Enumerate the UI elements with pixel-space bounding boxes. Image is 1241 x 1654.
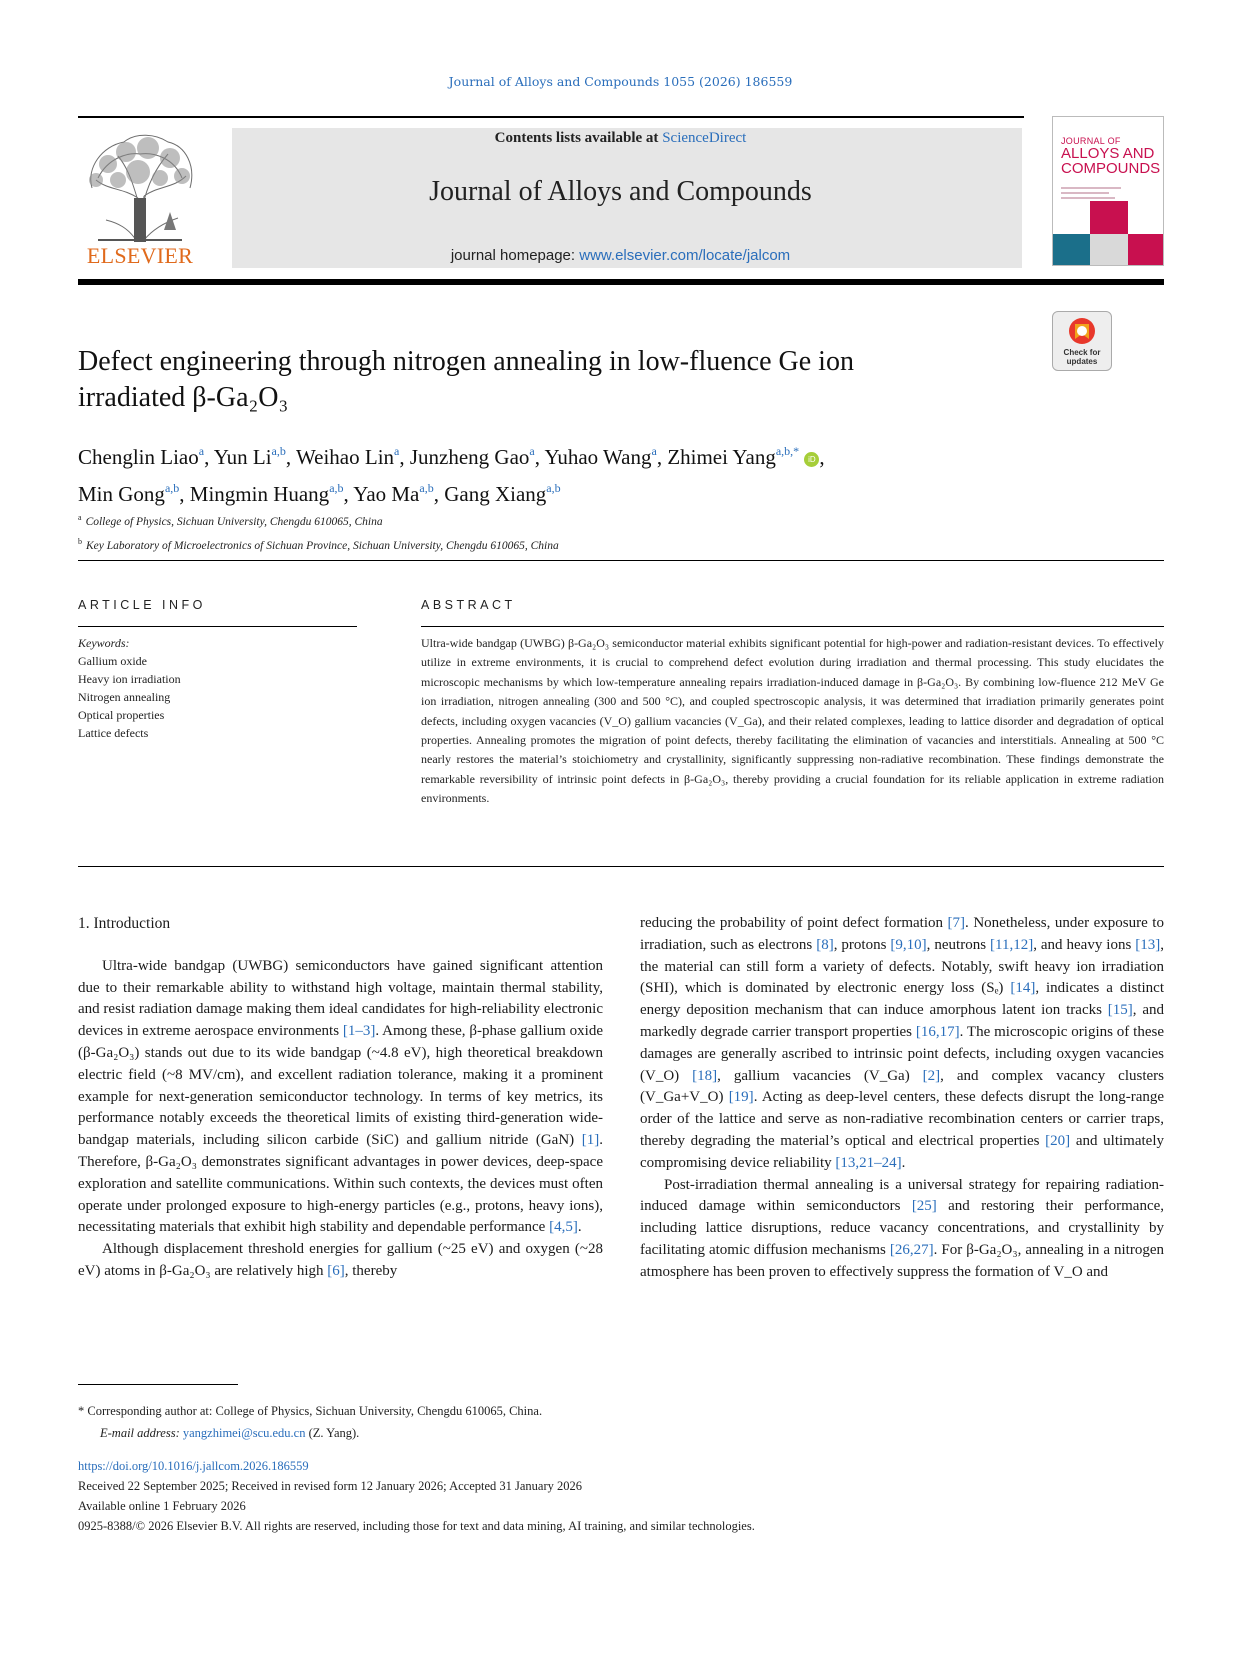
affiliation-a: $^a$ College of Physics, Sichuan University, Chengdu 610065, China bbox=[78, 513, 383, 528]
header-bottom-rule bbox=[78, 279, 1164, 285]
article-title bbox=[78, 344, 1018, 416]
author-line-1: Chenglin Liao$^a$, Yun Li$^{a,b}$, Weihao Lin$^a$, Junzheng Gao$^a$, Yuhao Wang$^a$, Zhimei Yang$^{a,b,*}$ iD , bbox=[78, 444, 825, 469]
citation-ref[interactable]: [16,17] bbox=[915, 1023, 960, 1040]
author-line-2: Min Gong$^{a,b}$, Mingmin Huang$^{a,b}$, Yao Ma$^{a,b}$, Gang Xiang$^{a,b}$ bbox=[78, 481, 561, 506]
homepage-link[interactable]: www.elsevier.com/locate/jalcom bbox=[579, 247, 791, 264]
paragraph: Post-irradiation thermal annealing is a universal strategy for repairing radiation-induced damage within semiconductors [25] and restoring their performance, including lattice disruptions, reduce vacancy concentrations, and crystallinity by facilitating atomic diffusion mechanisms [26,27]. For β-Ga₂O₃, annealing in a nitrogen atmosphere has been proven to effectively suppress the formation of V_O and bbox=[640, 1176, 1165, 1280]
body-column-right bbox=[640, 913, 1164, 1284]
citation-ref[interactable]: [1–3] bbox=[342, 1023, 376, 1040]
footnote-rule bbox=[78, 1384, 238, 1385]
paragraph: reducing the probability of point defect formation [7]. Nonetheless, under exposure to irradiation, such as electrons [8], protons [9,10], neutrons [11,12], and heavy ions [13], the material can still form a variety of defects. Notably, swift heavy ion irradiation (SHI), which is dominated by electronic energy loss (Sₑ) [14], indicates a distinct energy deposition mechanism that can induce amorphous latent ion tracks [15], and markedly degrade carrier transport properties [16,17]. The microscopic origins of these damages are generally ascribed to intrinsic point defects, including oxygen vacancies (V_O) [18], gallium vacancies (V_Ga) [2], and complex vacancy clusters (V_Ga+V_O) [19]. Acting as deep-level centers, these defects disrupt the long-range order of the lattice and serve as non-radiative recombination centers or carrier traps, thereby degrading the material’s optical and electrical properties [20] and ultimately compromising device reliability [13,21–24]. bbox=[640, 915, 1165, 1171]
author-name[interactable]: Yao Ma bbox=[353, 482, 420, 506]
author-affil[interactable]: a bbox=[198, 444, 205, 458]
author-affil[interactable]: a bbox=[529, 444, 535, 458]
abstract-text: Ultra-wide bandgap (UWBG) β-Ga₂O₃ semiconductor material exhibits significant potential for high-power and radiation-resistant devices. To effectively utilize in extreme environments, it is crucial to comprehend defect evolution during irradiation and thermal processing. This study elucidates the microscopic mechanisms by which low-temperature annealing repairs irradiation-induced damage in β-Ga₂O₃. By combining low-fluence 212 MeV Ge ion irradiation, nitrogen annealing (300 and 500 °C), and coupled spectroscopic analysis, it was determined that irradiation primarily generates point defects, including oxygen vacancies (V_O) gallium vacancies (V_Ga), and their related complexes, leading to lattice disorder and degradation of optical properties. Annealing promotes the migration of point defects, thereby facilitating the elimination of vacancies and interstitials. Annealing at 500 °C nearly restores the material’s stoichiometry and crystallinity, significantly suppressing non-radiative recombination. These findings demonstrate the remarkable reversibility of intrinsic point defects in β-Ga₂O₃, thereby providing a crucial foundation for its reliable application in extreme radiation environments. bbox=[421, 636, 1164, 806]
author-name[interactable]: Zhimei Yang bbox=[667, 445, 776, 469]
received-dates: Received 22 September 2025; Received in revised form 12 January 2026; Accepted 31 January 2026 bbox=[78, 1479, 583, 1493]
author-list bbox=[78, 436, 1078, 510]
journal-cover-thumbnail[interactable] bbox=[1052, 116, 1164, 266]
orcid-icon[interactable]: iD bbox=[804, 452, 819, 467]
author-affil[interactable]: a bbox=[651, 444, 657, 458]
citation-ref[interactable]: [11,12] bbox=[990, 936, 1034, 953]
author-affil[interactable]: a,b bbox=[546, 481, 561, 495]
author-affil[interactable]: a bbox=[394, 444, 400, 458]
citation-ref[interactable]: [8] bbox=[816, 936, 834, 953]
publisher-name: ELSEVIER bbox=[86, 243, 194, 268]
author-name[interactable]: Min Gong bbox=[78, 482, 165, 506]
copyright: 0925-8388/© 2026 Elsevier B.V. All rights are reserved, including those for text and data mining, AI training, and similar technologies. bbox=[78, 1519, 755, 1533]
citation-ref[interactable]: [7] bbox=[947, 915, 966, 931]
author-name[interactable]: Mingmin Huang bbox=[189, 482, 330, 506]
paragraph: Although displacement threshold energies for gallium (~25 eV) and oxygen (~28 eV) atoms in β-Ga₂O₃ are relatively high [6], thereby bbox=[78, 1241, 603, 1279]
author-name[interactable]: Chenglin Liao bbox=[78, 445, 199, 469]
title-formula: β-Ga₂O₃ bbox=[192, 382, 289, 413]
author-affil[interactable]: a,b bbox=[271, 444, 286, 458]
citation-ref[interactable]: [19] bbox=[728, 1089, 754, 1106]
author-name[interactable]: Gang Xiang bbox=[444, 482, 547, 506]
cover-title-line1: JOURNAL OF bbox=[1061, 136, 1121, 146]
citation-ref[interactable]: [14] bbox=[1010, 980, 1036, 997]
doi-link[interactable]: https://doi.org/10.1016/j.jallcom.2026.186559 bbox=[78, 1459, 309, 1473]
citation-ref[interactable]: [6] bbox=[327, 1262, 345, 1279]
author-affil[interactable]: a,b,* bbox=[775, 444, 800, 458]
author-affil[interactable]: a,b bbox=[329, 481, 344, 495]
citation-ref[interactable]: [15] bbox=[1107, 1002, 1133, 1019]
email-line: E-mail address: yangzhimei@scu.edu.cn (Z. Yang). bbox=[100, 1426, 360, 1440]
header-top-rule bbox=[78, 116, 1024, 118]
divider bbox=[78, 560, 1164, 561]
cover-title-line3: COMPOUNDS bbox=[1061, 160, 1161, 177]
citation-ref[interactable]: [26,27] bbox=[889, 1241, 934, 1258]
citation-ref[interactable]: [1] bbox=[581, 1132, 600, 1149]
author-name[interactable]: Yuhao Wang bbox=[544, 445, 652, 469]
author-name[interactable]: Weihao Lin bbox=[296, 445, 395, 469]
abstract-heading: ABSTRACT bbox=[421, 598, 516, 612]
keyword: Nitrogen annealing bbox=[78, 690, 171, 704]
section-heading: 1. Introduction bbox=[78, 915, 171, 932]
author-name[interactable]: Yun Li bbox=[213, 445, 272, 469]
journal-citation[interactable]: Journal of Alloys and Compounds 1055 (2026) 186559 bbox=[448, 74, 793, 89]
author-affil[interactable]: a,b bbox=[164, 481, 180, 495]
crossmark-label: Check for updates bbox=[1063, 348, 1101, 366]
citation-ref[interactable]: [4,5] bbox=[549, 1219, 578, 1236]
crossmark-icon bbox=[1053, 314, 1111, 350]
citation-ref[interactable]: [20] bbox=[1045, 1132, 1071, 1149]
citation-ref[interactable]: [25] bbox=[911, 1198, 937, 1215]
divider bbox=[78, 866, 1164, 867]
citation-ref[interactable]: [13,21–24] bbox=[835, 1154, 902, 1171]
citation-ref[interactable]: [9,10] bbox=[890, 936, 927, 953]
keyword: Heavy ion irradiation bbox=[78, 672, 181, 686]
keywords-label: Keywords: bbox=[78, 636, 130, 650]
journal-title: Journal of Alloys and Compounds bbox=[429, 176, 812, 207]
affiliations bbox=[78, 508, 1078, 556]
citation-ref[interactable]: [18] bbox=[692, 1067, 718, 1084]
keyword: Optical properties bbox=[78, 708, 165, 722]
author-affil[interactable]: a,b bbox=[419, 481, 434, 495]
keywords-list bbox=[78, 634, 357, 742]
available-online: Available online 1 February 2026 bbox=[78, 1499, 246, 1513]
title-line-1: Defect engineering through nitrogen annealing in low-fluence Ge ion bbox=[78, 346, 854, 377]
cover-title-line2: ALLOYS AND bbox=[1061, 145, 1155, 162]
citation-ref[interactable]: [13] bbox=[1135, 936, 1161, 953]
keyword: Gallium oxide bbox=[78, 654, 147, 668]
article-info-heading: ARTICLE INFO bbox=[78, 598, 206, 612]
divider bbox=[421, 626, 1164, 627]
paragraph: Ultra-wide bandgap (UWBG) semiconductors have gained significant attention due to their remarkable ability to withstand high voltage, maintain thermal stability, and resist radiation damage making them ideal candidates for high-reliability electronic devices in extreme aerospace environments [1–3]. Among these, β-phase gallium oxide (β-Ga₂O₃) stands out due to its wide bandgap (~4.8 eV), high theoretical breakdown electric field (~8 MV/cm), and excellent radiation tolerance, making it a prominent example for next-generation semiconductor technology. In terms of key metrics, its performance notably exceeds the theoretical limits of existing third-generation wide-bandgap materials, including silicon carbide (SiC) and gallium nitride (GaN) [1]. Therefore, β-Ga₂O₃ demonstrates significant advantages in power devices, deep-space exploration and satellite communications. Within such contexts, the devices must often operate under prolonged exposure to high-energy particles (e.g., protons, heavy ions), necessitating materials that exhibit high stability and dependable performance [4,5]. bbox=[78, 957, 603, 1236]
author-name[interactable]: Junzheng Gao bbox=[409, 445, 530, 469]
keyword: Lattice defects bbox=[78, 726, 149, 740]
email-link[interactable]: yangzhimei@scu.edu.cn bbox=[182, 1426, 306, 1440]
sciencedirect-link[interactable]: ScienceDirect bbox=[662, 130, 747, 146]
crossmark-badge[interactable] bbox=[1052, 311, 1112, 371]
divider bbox=[78, 626, 357, 627]
publication-info bbox=[78, 1456, 1164, 1536]
homepage-line: journal homepage: www.elsevier.com/locate/jalcom bbox=[450, 247, 791, 264]
body-column-left bbox=[78, 913, 603, 1283]
title-line-2: irradiated β-Ga₂O₃ bbox=[78, 382, 289, 413]
affiliation-b: $^b$ Key Laboratory of Microelectronics of Sichuan Province, Sichuan University, Chengdu 610065, China bbox=[78, 536, 559, 552]
citation-ref[interactable]: [2] bbox=[922, 1067, 941, 1084]
corresponding-author: * Corresponding author at: College of Physics, Sichuan University, Chengdu 610065, China. bbox=[78, 1404, 543, 1418]
footnote bbox=[78, 1400, 1078, 1444]
cover-color-blocks bbox=[1053, 201, 1164, 266]
contents-line: Contents lists available at ScienceDirect bbox=[494, 130, 747, 146]
